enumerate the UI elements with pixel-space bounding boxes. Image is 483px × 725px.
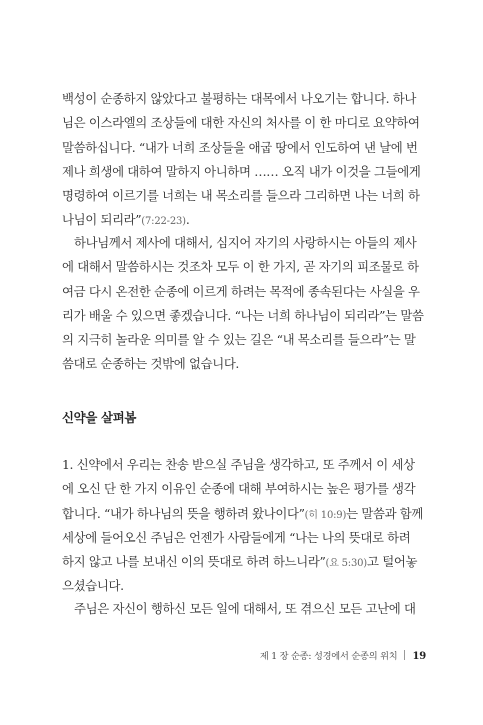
- text-line: 주님은 자신이 행하신 모든 일에 대해서, 또 겪으신 모든 고난에 대: [74, 601, 416, 616]
- running-chapter-title: 제 1 장 순종: 성경에서 순종의 위치: [259, 651, 398, 662]
- text-line: 씀대로 순종하는 것밖에 없습니다.: [62, 356, 240, 372]
- scripture-reference: (7:22-23): [141, 216, 186, 228]
- text-line: 여금 다시 온전한 순종에 이르게 하려는 목적에 종속된다는 사실을 우: [62, 283, 420, 299]
- paragraph: [62, 453, 427, 599]
- text-line: [62, 550, 427, 574]
- text-line: 세상에 들어오신 주님은 언젠가 사람들에게 “나는 나의 뜻대로 하려: [62, 529, 411, 545]
- scripture-reference: (히 10:9): [304, 509, 347, 521]
- line-text: .: [185, 212, 190, 228]
- text-line: 리가 배울 수 있으면 좋겠습니다. “나는 너희 하나님이 되리라”는 말씀: [62, 307, 424, 323]
- text-line: [62, 208, 427, 232]
- text-line: [62, 502, 427, 526]
- line-text: 는 말씀과 함께: [346, 505, 424, 521]
- page-footer: [0, 648, 426, 662]
- page-number: 19: [412, 651, 426, 662]
- line-text: 하지 않고 나를 보내신 이의 뜻대로 하려 하느니라”: [62, 554, 326, 570]
- section-heading: 신약을 살펴봄: [62, 410, 137, 425]
- text-line: 제나 희생에 대하여 말하지 아니하며 …… 오직 내가 이것을 그들에게: [62, 163, 421, 179]
- paragraph: [62, 231, 427, 377]
- paragraph: [62, 597, 427, 621]
- text-line: 으셨습니다.: [62, 578, 124, 594]
- text-line: 1. 신약에서 우리는 찬송 받으실 주님을 생각하고, 또 주께서 이 세상: [62, 457, 415, 472]
- paragraph-continued: [62, 87, 427, 233]
- text-line: 명령하여 이르기를 너희는 내 목소리를 들으라 그리하면 나는 너희 하: [62, 188, 420, 204]
- line-text: 나님이 되리라”: [62, 212, 142, 228]
- text-line: 에 오신 단 한 가지 이유인 순종에 대해 부여하시는 높은 평가를 생각: [62, 481, 416, 497]
- footer-divider: [404, 650, 405, 660]
- text-line: 말씀하십니다. “내가 너희 조상들을 애굽 땅에서 인도하여 낸 날에 번: [62, 139, 418, 155]
- text-line: 에 대해서 말씀하시는 것조차 모두 이 한 가지, 곧 자기의 피조물로 하: [62, 259, 419, 275]
- text-line: 의 지극히 놀라운 의미를 알 수 있는 길은 “내 목소리를 들으라”는 말: [62, 332, 416, 348]
- line-text: 고 털어놓: [367, 554, 418, 570]
- text-line: 하나님께서 제사에 대해서, 심지어 자기의 사랑하시는 아들의 제사: [74, 235, 417, 250]
- text-line: 님은 이스라엘의 조상들에 대한 자신의 처사를 이 한 마디로 요약하여: [62, 115, 420, 131]
- line-text: 합니다. “내가 하나님의 뜻을 행하려 왔나이다”: [62, 505, 305, 521]
- text-line: 백성이 순종하지 않았다고 불평하는 대목에서 나오기는 합니다. 하나: [62, 91, 417, 106]
- scripture-reference: (요 5:30): [325, 558, 367, 570]
